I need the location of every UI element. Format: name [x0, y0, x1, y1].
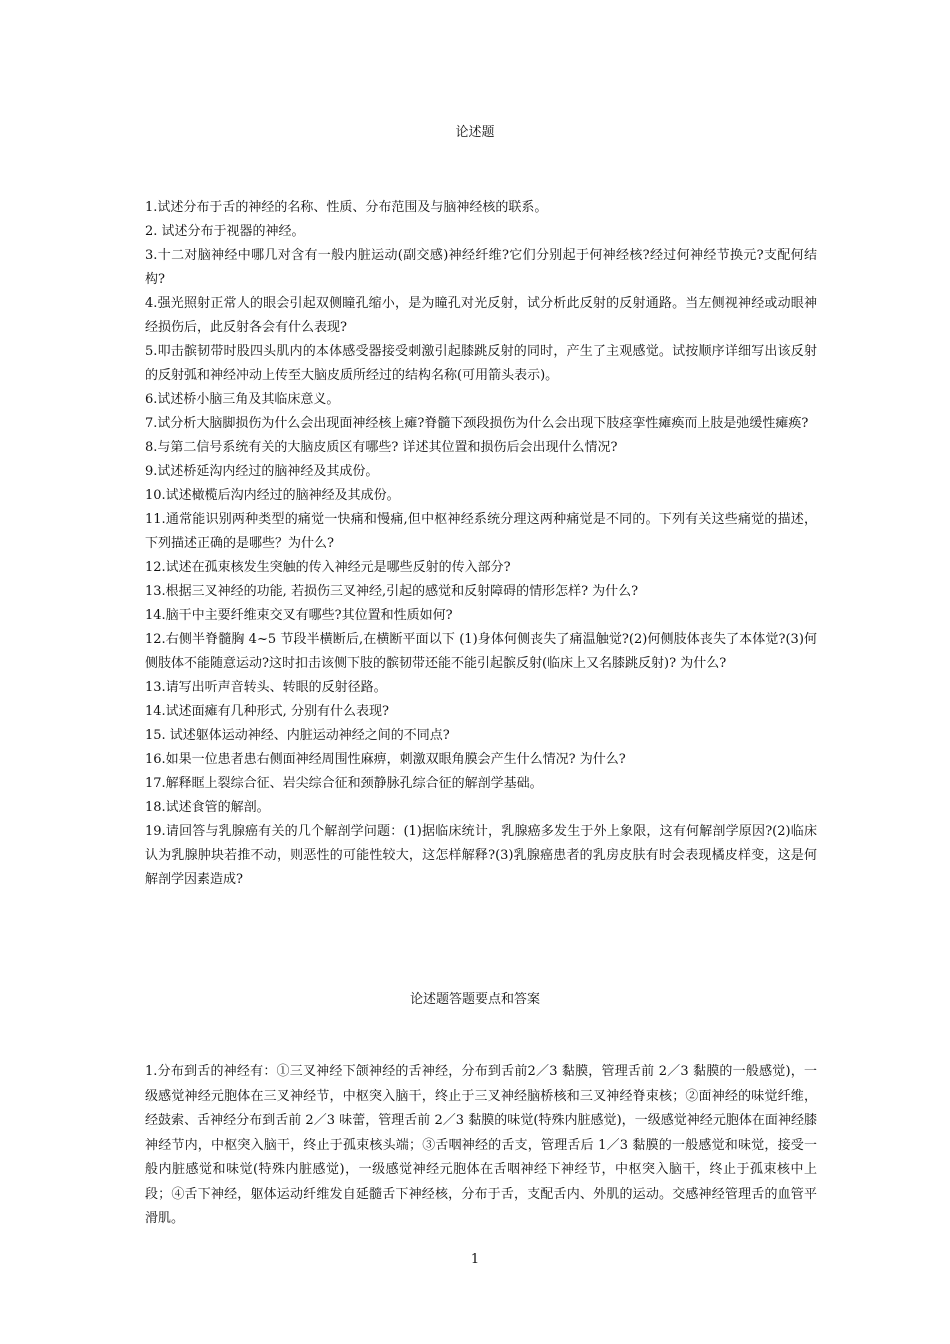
question-item: 13.根据三叉神经的功能, 若损伤三叉神经,引起的感觉和反射障碍的情形怎样? 为什么? — [145, 584, 639, 599]
question-item: 16.如果一位患者患右侧面神经周围性麻痹，刺激双眼角膜会产生什么情况? 为什么? — [145, 752, 626, 767]
question-item: 19.请回答与乳腺癌有关的几个解剖学问题：(1)据临床统计，乳腺癌多发生于外上象限，这有何解剖学原因?(2)临床认为乳腺肿块若推不动，则恶性的可能性较大，这怎样解释?(3)乳腺癌患者的乳房皮肤有时会表现橘皮样变，这是何解剖学因素造成? — [145, 824, 817, 887]
question-list — [145, 196, 817, 892]
question-item: 7.试分析大脑脚损伤为什么会出现面神经核上瘫?脊髓下颈段损伤为什么会出现下肢痉挛性瘫痪而上肢是弛缓性瘫痪? — [145, 416, 809, 431]
question-item: 5.叩击髌韧带时股四头肌内的本体感受器接受刺激引起膝跳反射的同时，产生了主观感觉。试按顺序详细写出该反射的反射弧和神经冲动上传至大脑皮质所经过的结构名称(可用箭头表示)。 — [145, 344, 817, 383]
question-item: 4.强光照射正常人的眼会引起双侧瞳孔缩小，是为瞳孔对光反射，试分析此反射的反射通路。当左侧视神经或动眼神经损伤后，此反射各会有什么表现? — [145, 296, 817, 335]
question-item: 18.试述食管的解剖。 — [145, 800, 270, 815]
question-item: 15. 试述躯体运动神经、内脏运动神经之间的不同点? — [145, 728, 450, 743]
question-item: 8.与第二信号系统有关的大脑皮质区有哪些? 详述其位置和损伤后会出现什么情况? — [145, 440, 618, 455]
question-item: 12.右侧半脊髓胸 4~5 节段半横断后,在横断平面以下 (1)身体何侧丧失了痛温触觉?(2)何侧肢体丧失了本体觉?(3)何侧肢体不能随意运动?这时扣击该侧下肢的髌韧带还能不能引起髌反射(临床上又名膝跳反射)? 为什么? — [145, 632, 817, 671]
question-item: 3.十二对脑神经中哪几对含有一般内脏运动(副交感)神经纤维?它们分别起于何神经核?经过何神经节换元?支配何结构? — [145, 248, 817, 287]
question-item: 11.通常能识别两种类型的痛觉一快痛和慢痛,但中枢神经系统分理这两种痛觉是不同的。下列有关这些痛觉的描述，下列描述正确的是哪些？为什么? — [145, 512, 817, 551]
question-item: 12.试述在孤束核发生突触的传入神经元是哪些反射的传入部分? — [145, 560, 511, 575]
question-item: 2. 试述分布于视器的神经。 — [145, 224, 305, 239]
question-item: 13.请写出听声音转头、转眼的反射径路。 — [145, 680, 387, 695]
answers-title: 论述题答题要点和答案 — [409, 992, 540, 1007]
question-item: 1.试述分布于舌的神经的名称、性质、分布范围及与脑神经核的联系。 — [145, 200, 548, 215]
answer-list — [145, 1060, 817, 1232]
question-item: 9.试述桥延沟内经过的脑神经及其成份。 — [145, 464, 379, 479]
question-item: 6.试述桥小脑三角及其临床意义。 — [145, 392, 340, 407]
question-item: 10.试述橄榄后沟内经过的脑神经及其成份。 — [145, 488, 400, 503]
question-item: 14.试述面瘫有几种形式, 分别有什么表现? — [145, 704, 389, 719]
question-item: 17.解释眶上裂综合征、岩尖综合征和颈静脉孔综合征的解剖学基础。 — [145, 776, 543, 791]
answer-item: 1.分布到舌的神经有：①三叉神经下颌神经的舌神经，分布到舌前2／3 黏膜，管理舌前 2／3 黏膜的一般感觉)，一级感觉神经元胞体在三叉神经节，中枢突入脑干，终止于三叉神经脑桥核和三叉神经脊束核；②面神经的味觉纤维，经鼓索、舌神经分布到舌前 2／3 味蕾，管理舌前 2／3 黏膜的味觉(特殊内脏感觉)，一级感觉神经元胞体在面神经膝神经节内，中枢突入脑干，终止于孤束核头端；③舌咽神经的舌支，管理舌后 1／3 黏膜的一般感觉和味觉，接受一般内脏感觉和味觉(特殊内脏感觉)，一级感觉神经元胞体在舌咽神经下神经节，中枢突入脑干，终止于孤束核中上段；④舌下神经，躯体运动纤维发自延髓舌下神经核，分布于舌，支配舌内、外肌的运动。交感神经管理舌的血管平滑肌。 — [145, 1064, 817, 1226]
page-title: 论述题 — [455, 125, 495, 140]
page-number: 1 — [470, 1252, 480, 1267]
question-item: 14.脑干中主要纤维束交叉有哪些?其位置和性质如何? — [145, 608, 453, 623]
